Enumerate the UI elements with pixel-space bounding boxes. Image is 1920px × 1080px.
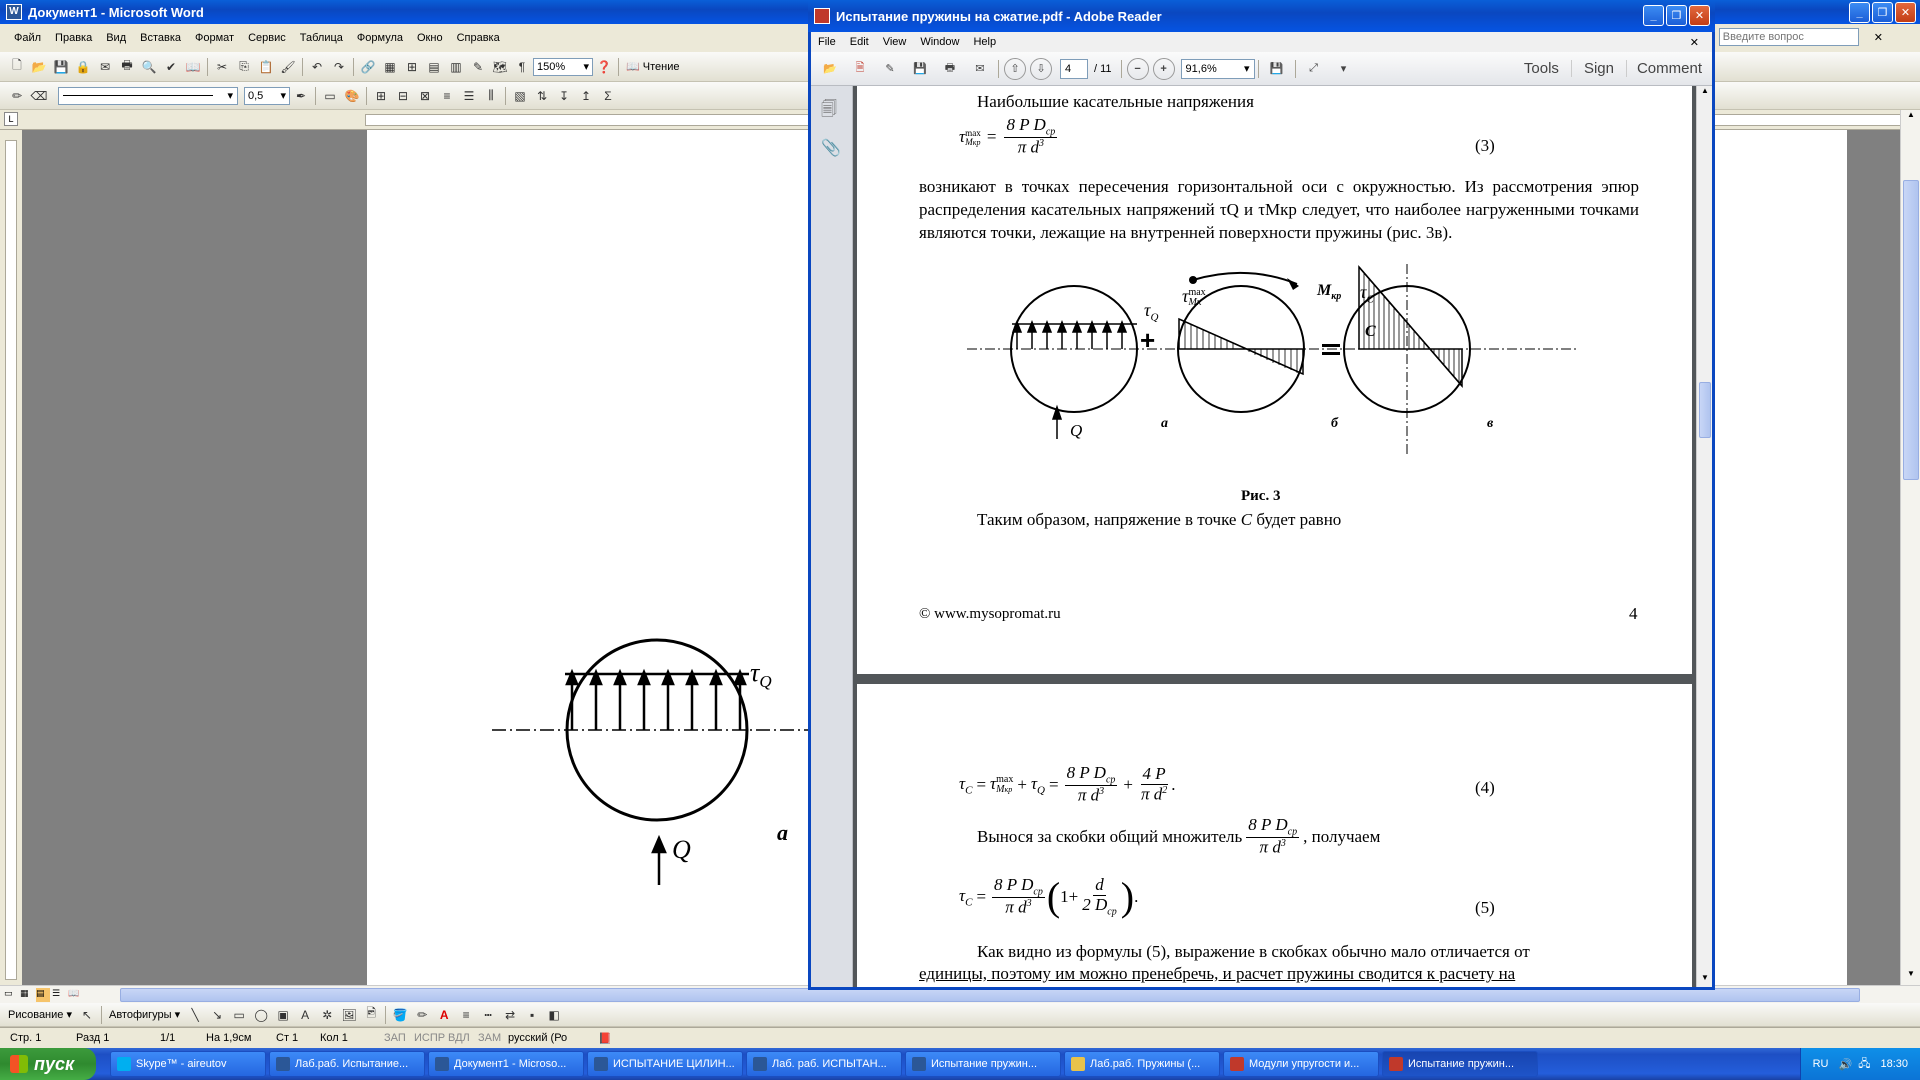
reader-close-button[interactable]: ✕ [1689,5,1710,26]
insert-table-icon[interactable]: ⊞ [406,59,418,74]
status-lang: русский (Ро [508,1032,568,1044]
dash-style-icon[interactable]: ┅ [484,1007,492,1022]
menu-help[interactable]: Справка [456,32,500,44]
font-color-icon[interactable]: A [439,1007,449,1022]
taskbar-item-label: Лаб.раб. Испытание... [295,1058,409,1070]
word-fig-letter-a: а [777,820,788,845]
equation-4: $\tau_C$ = τ max Mкр + $\tau_Q$ = $\frac{8 P D_{ср}}{\pi d^3}$ + $\frac{4 P}{\pi d^2}$ . [959,763,1176,806]
reader-scroll-thumb[interactable] [1699,382,1711,438]
menu-table[interactable]: Таблица [299,32,343,44]
text-direction-icon[interactable]: ⇅ [536,88,548,103]
taskbar-item[interactable] [110,1051,266,1077]
spelling-icon[interactable]: ✔ [165,59,177,74]
drawing-menu[interactable]: Рисование ▾ [8,1009,72,1021]
menu-formula[interactable]: Формула [356,32,403,44]
p4-heading: Наибольшие касательные напряжения [977,92,1254,111]
pdf-page-5[interactable] [857,684,1692,987]
drawing-icon[interactable]: ✎ [472,59,484,74]
picture-icon[interactable]: 🖻 [366,1006,376,1020]
p4-paragraph-2 [977,510,1341,530]
taskbar-item-label: ИСПЫТАНИЕ ЦИЛИН... [613,1058,735,1070]
status-page: Стр. 1 [10,1032,42,1044]
drawing-label: Рисование [8,1009,64,1021]
sign-pane-button[interactable]: Sign [1572,60,1627,77]
taskbar-item[interactable] [1382,1051,1538,1077]
tray-clock[interactable]: 18:30 [1880,1058,1908,1070]
hscroll-thumb[interactable] [120,988,1860,1002]
arrow-style-icon[interactable]: ⇄ [505,1007,516,1022]
reader-menu-window[interactable]: Window [920,36,960,48]
p4-paragraph-1: возникают в точках пересечения горизонтальной оси с окружностью. Из рассмотрения эпюр распределения касательных напряжений τQ и τMкр следует, что наиболее нагруженными точками являются точки, лежащие на внутренней поверхности пружины (рис. 3в). [919,177,1639,242]
menu-window[interactable]: Окно [417,32,443,44]
windows-logo-icon [10,1055,28,1073]
status-col: Кол 1 [320,1032,348,1044]
line-icon[interactable]: ╲ [191,1007,199,1022]
reader-menu-view[interactable]: View [882,36,907,48]
hyperlink-icon[interactable]: 🔗 [360,59,376,74]
rectangle-icon[interactable]: ▭ [233,1007,245,1022]
select-objects-icon[interactable]: ↖ [81,1007,93,1022]
chevron-down-icon: ▾ [583,61,589,73]
word-fig-tau-sub: Q [759,672,772,692]
taskbar-app-icon [276,1057,290,1071]
next-page-icon[interactable]: ⇩ [1030,58,1052,80]
paste-icon[interactable]: 📋 [258,59,274,74]
eq3-sup: max [965,127,981,138]
fig-Q: Q [1070,421,1083,440]
clipart-icon[interactable]: 🖼 [341,1007,357,1022]
fig-tauQ-tau: τ [1144,300,1151,320]
p5-paragraph-3: Вынося за скобки общий множитель $\frac{8 P D_{ср}}{\pi d^3}$ , получаем [977,815,1381,858]
autosum-icon[interactable]: Σ [604,88,612,103]
status-trk[interactable]: ИСПР [414,1032,446,1044]
previous-page-icon[interactable]: ⇧ [1004,58,1026,80]
taskbar-item-label: Документ1 - Microso... [454,1058,567,1070]
fill-color-icon[interactable]: 🪣 [392,1007,408,1022]
undo-icon[interactable]: ↶ [311,59,323,74]
word-close-button[interactable]: ✕ [1895,2,1916,23]
taskbar-item[interactable] [269,1051,425,1077]
p4-para2-b: будет равно [1252,510,1342,529]
insert-excel-icon[interactable]: ▤ [428,59,440,74]
arrow-icon[interactable]: ↘ [212,1007,223,1022]
save-icon[interactable]: 💾 [53,59,69,74]
menu-format[interactable]: Формат [195,32,235,44]
tab-stop-selector[interactable]: L [4,112,18,126]
zoom-in-icon[interactable]: + [1153,58,1175,80]
eq3-den-sup: 3 [1039,138,1044,150]
page-total: / 11 [1094,62,1112,75]
p4-para2-c: C [1240,510,1253,529]
page-thumbnails-icon[interactable]: 🗐 [821,101,837,118]
word-fig-tau-label [750,658,772,692]
fig-letter-v: в [1487,416,1494,431]
eq3-number: (3) [1475,136,1495,155]
taskbar-item[interactable] [1064,1051,1220,1077]
print-pdf-icon[interactable]: 🖶 [944,62,956,74]
web-view-icon[interactable]: ▦ [20,988,29,998]
taskbar-item[interactable] [587,1051,743,1077]
eq4-number: (4) [1475,778,1495,797]
taskbar-item[interactable] [905,1051,1061,1077]
chevron-down-icon: ▾ [227,90,233,102]
outline-view-icon[interactable]: ☰ [52,988,61,998]
menu-view[interactable]: Вид [106,32,127,44]
redo-icon[interactable]: ↷ [333,59,345,74]
fig-Mkr-sub: кр [1331,291,1342,303]
taskbar-item-label: Модули упругости и... [1249,1058,1360,1070]
align-icon[interactable]: ≡ [443,88,451,103]
footer-page-number: 4 [1629,604,1638,623]
reader-maximize-button[interactable]: ❐ [1666,5,1687,26]
email-icon[interactable]: ✉ [99,59,111,74]
create-pdf-icon[interactable]: 🗎 [855,62,865,74]
status-section: Разд 1 [76,1032,110,1044]
taskbar-app-icon [117,1057,131,1071]
start-button[interactable] [0,1048,96,1080]
print-icon[interactable]: 🖶 [121,58,133,72]
word-window-title: Документ1 - Microsoft Word [28,4,204,20]
eq3-den: π d [1017,138,1039,158]
tables-borders-icon[interactable]: ▦ [384,59,396,74]
help-question-input[interactable] [1719,28,1859,46]
reading-mode-label: Чтение [642,61,680,73]
eq3-subsub: кр [972,137,981,147]
taskbar-app-icon [912,1057,926,1071]
figure-3[interactable] [927,264,1627,454]
word-minimize-button[interactable]: _ [1849,2,1870,23]
status-at: На 1,9см [206,1032,252,1044]
scroll-up-icon[interactable]: ▲ [1907,110,1915,119]
eraser-icon[interactable]: ⌫ [30,88,48,103]
eq3-num: 8 P D [1006,115,1046,134]
permission-icon[interactable]: 🔒 [75,59,91,74]
sort-descending-icon[interactable]: ↥ [580,88,592,103]
zoom-select[interactable] [1181,59,1255,79]
edit-pdf-icon[interactable]: ✎ [885,63,895,75]
status-count: 1/1 [160,1032,176,1044]
eq5-number: (5) [1475,898,1495,917]
status-ext[interactable]: ВДЛ [448,1032,470,1044]
3d-icon[interactable]: ◧ [548,1007,560,1022]
print-layout-icon[interactable]: ▤ [36,988,50,1002]
menu-tools[interactable]: Сервис [248,32,286,44]
line-weight-select[interactable] [244,87,290,105]
taskbar-item-label: Испытание пружин... [1408,1058,1515,1070]
status-rec[interactable]: ЗАП [384,1032,406,1044]
tray-lang[interactable]: RU [1812,1058,1829,1070]
oval-icon[interactable]: ◯ [254,1007,268,1022]
footer-site: © www.mysopromat.ru [919,606,1061,622]
zoom-value: 150% [537,60,566,73]
distribute-rows-icon[interactable]: ☰ [463,88,475,103]
word-fig-q-label: Q [672,835,691,864]
taskbar-item[interactable] [428,1051,584,1077]
eq3-num-sub: ср [1045,126,1056,138]
comment-pane-button[interactable]: Comment [1636,60,1702,77]
network-icon[interactable]: 🖧 [1858,1057,1871,1070]
p4-para2-a: Таким образом, напряжение в точке [977,510,1241,529]
border-color-icon[interactable]: ✒ [295,88,307,103]
p5-paragraph-4b: единицы, поэтому им можно пренебречь, и расчет пружины сводится к расчету на [919,964,1516,983]
reader-vertical-scrollbar[interactable] [1696,86,1712,987]
fig-tauM-sup: max [1188,286,1206,298]
scroll-up-icon[interactable]: ▲ [1701,86,1709,95]
reader-doc-close-icon[interactable]: ✕ [1689,36,1699,49]
vertical-ruler [0,130,22,985]
fig-caption: Рис. 3 [1241,488,1281,504]
scroll-down-icon[interactable]: ▼ [1907,969,1915,978]
help-close-icon[interactable]: ✕ [1873,31,1883,44]
reader-toolbar [811,52,1712,86]
copy-icon[interactable]: ⎘ [239,59,249,73]
menu-file[interactable]: Файл [14,32,42,44]
line-style-select[interactable] [58,87,238,105]
fig-Mkr [1317,282,1341,302]
reader-menu-edit[interactable]: Edit [849,36,869,48]
taskbar-items [110,1051,1800,1077]
status-ovr[interactable]: ЗАМ [478,1032,502,1044]
pdf-page-4[interactable] [857,86,1692,674]
line-weight-value: 0,5 [248,89,264,102]
tools-pane-button[interactable]: Tools [1512,60,1572,77]
scroll-down-icon[interactable]: ▼ [1701,973,1709,982]
draw-table-icon[interactable]: ✏ [11,88,23,103]
reading-view-icon[interactable]: 📖 [68,988,80,998]
system-tray [1800,1048,1920,1080]
fig-tauC-tau: τ [1360,282,1367,302]
taskbar-app-icon [753,1057,767,1071]
save-pdf-icon[interactable]: 💾 [913,63,927,75]
taskbar-item-label: Испытание пружин... [931,1058,1038,1070]
word-drawing-toolbar [0,1003,1920,1027]
taskbar-app-icon [594,1057,608,1071]
fig-tauM [1182,286,1206,308]
toolbar-options-icon[interactable]: ▾ [1340,63,1347,75]
menu-edit[interactable]: Правка [55,32,93,44]
reader-menu-help[interactable]: Help [973,36,997,48]
word-fig-tau: τ [750,658,760,687]
fig-C: C [1365,323,1376,340]
word-vertical-scrollbar[interactable] [1900,110,1920,985]
reader-window [808,0,1715,990]
pdf-app-icon [814,8,830,24]
autoshapes-label: Автофигуры [108,1009,172,1021]
reader-menu-file[interactable]: File [818,36,836,48]
reader-navigation-pane [811,86,853,987]
taskbar-item-label: Skype™ - aireutov [136,1058,227,1070]
fig-tauQ [1144,300,1158,324]
open-file-icon[interactable]: 📂 [823,63,837,75]
columns-icon[interactable]: ▥ [450,59,462,74]
help-icon[interactable]: ❓ [596,59,612,74]
reader-menu-bar [811,32,1712,52]
reader-title-bar [808,0,1715,32]
fig-tauM-tau: τ [1182,286,1189,306]
reader-document-view [853,86,1696,987]
insert-table-icon[interactable]: ⊞ [375,88,387,103]
show-hide-icon[interactable]: ¶ [518,59,526,74]
document-map-icon[interactable]: 🗺 [492,59,508,74]
page-number-input[interactable] [1060,59,1088,79]
spelling-status-icon[interactable]: 📕 [598,1032,612,1045]
fig-letter-a: а [1161,416,1168,431]
fig-tauQ-sub: Q [1150,311,1159,324]
diagram-icon[interactable]: ✲ [322,1007,333,1022]
volume-icon[interactable]: 🔊 [1838,1058,1853,1071]
scroll-thumb[interactable] [1903,180,1919,480]
equation-3: τ max Mкр = $\frac{8 P D_{ср}}{\pi d^3}$ [959,115,1056,158]
open-folder-icon[interactable]: 📂 [31,59,47,74]
eq3-sub: M [965,136,973,147]
taskbar-item[interactable] [746,1051,902,1077]
save-copy-icon[interactable]: 💾 [1269,63,1284,75]
fit-page-icon[interactable]: ⤢ [1309,62,1318,74]
taskbar-item[interactable] [1223,1051,1379,1077]
taskbar-app-icon [435,1057,449,1071]
word-maximize-button[interactable]: ❐ [1872,2,1893,23]
textbox-icon[interactable]: ▣ [277,1007,289,1022]
research-icon[interactable]: 📖 [185,59,201,74]
p5-para3-a: Вынося за скобки общий множитель [977,826,1243,846]
taskbar-item-label: Лаб. раб. ИСПЫТАН... [772,1058,887,1070]
word-status-bar [0,1027,1920,1048]
taskbar-app-icon [1389,1057,1403,1071]
normal-view-icon[interactable]: ▭ [4,988,13,998]
taskbar-item-label: Лаб.раб. Пружины (... [1090,1058,1201,1070]
sort-ascending-icon[interactable]: ↧ [558,88,570,103]
fig-tauM-sub: Mк [1188,296,1202,308]
email-pdf-icon[interactable]: ✉ [975,63,985,75]
line-color-icon[interactable]: ✏ [417,1007,428,1022]
word-app-icon: W [6,4,22,20]
chevron-down-icon: ▾ [1244,63,1250,75]
zoom-out-icon[interactable]: − [1127,58,1149,80]
reader-zoom-value: 91,6% [1185,62,1217,75]
equation-5: $\tau_C$ = $\frac{8 P D_{ср}}{\pi d^3}$ ( 1+ $\frac{d}{2 D_{ср}}$ ) . [959,873,1139,919]
fig-tauC-sub: C [1366,293,1374,306]
attachments-icon[interactable]: 📎 [821,140,841,157]
p5-para3-b: , получаем [1303,826,1381,846]
shadow-icon[interactable]: ▪ [530,1007,535,1022]
chevron-down-icon: ▾ [280,90,286,102]
format-painter-icon[interactable]: 🖌 [280,59,296,74]
print-preview-icon[interactable]: 🔍 [141,59,157,74]
reader-window-title: Испытание пружины на сжатие.pdf - Adobe Reader [836,8,1162,24]
autoshapes-menu[interactable]: Автофигуры ▾ [108,1009,181,1021]
distribute-columns-icon[interactable]: ⫼ [488,88,494,102]
new-document-icon[interactable]: 🗋 [12,58,22,72]
cut-icon[interactable]: ✂ [216,59,228,74]
reader-minimize-button[interactable]: _ [1643,5,1664,26]
taskbar-app-icon [1071,1057,1085,1071]
fig-tauC [1360,282,1374,306]
eq3-tau: τ [959,126,966,146]
fig-letter-b: б [1331,416,1338,431]
borders-icon[interactable]: ▭ [324,88,336,103]
autoformat-icon[interactable]: ▧ [514,88,526,103]
merge-cells-icon[interactable]: ⊟ [397,88,409,103]
wordart-icon[interactable]: A [301,1007,310,1022]
svg-text:+: + [1140,325,1156,355]
shading-icon[interactable]: 🎨 [344,88,360,103]
zoom-select[interactable] [533,58,593,76]
p5-paragraph-4a: Как видно из формулы (5), выражение в скобках обычно мало отличается от [977,942,1530,961]
taskbar-app-icon [1230,1057,1244,1071]
fig-Mkr-m: M [1317,282,1332,299]
menu-insert[interactable]: Вставка [140,32,182,44]
taskbar [0,1048,1920,1080]
start-label: пуск [34,1053,75,1074]
reading-mode-button[interactable]: 📖 Чтение [626,61,680,73]
split-cells-icon[interactable]: ⊠ [419,88,431,103]
line-style-icon[interactable]: ≡ [462,1007,470,1022]
status-line: Ст 1 [276,1032,299,1044]
